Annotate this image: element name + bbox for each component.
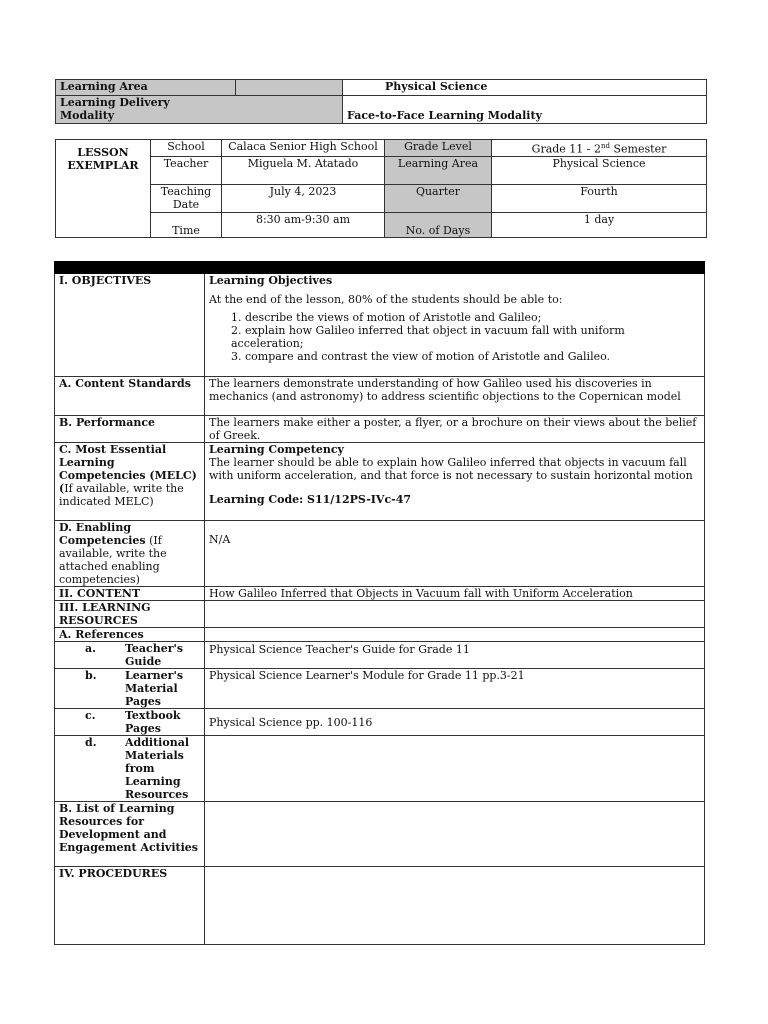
date-label-line2: Date — [172, 197, 200, 211]
objective-item: 2. explain how Galileo inferred that object in vacuum fall with uniform acceleration; — [231, 324, 625, 350]
grade-label: Grade Level — [385, 140, 492, 157]
references-empty — [205, 628, 705, 642]
objective-item: 1. describe the views of motion of Aristotle and Galileo; — [231, 311, 542, 324]
ref-teachers-guide-value: Physical Science Teacher's Guide for Grade 11 — [205, 642, 705, 669]
objectives-cell — [205, 274, 705, 377]
lesson-plan-table — [54, 261, 705, 945]
days-label: No. of Days — [385, 212, 492, 237]
date-value: July 4, 2023 — [222, 184, 385, 212]
melc-title: Learning Competency — [209, 443, 344, 456]
ref-letter: b. — [85, 669, 97, 682]
ref-learners-material-value: Physical Science Learner's Module for Grade 11 pp.3-21 — [205, 669, 705, 709]
enabling-label-bold: D. Enabling Competencies — [59, 521, 146, 547]
grade-value: Grade 11 - 2nd Semester — [492, 140, 707, 157]
time-value: 8:30 am-9:30 am — [222, 212, 385, 237]
days-value: 1 day — [492, 212, 707, 237]
ref-learners-material-label — [55, 669, 205, 709]
references-label: A. References — [55, 628, 205, 642]
content-label: II. CONTENT — [55, 587, 205, 601]
exemplar-table — [55, 139, 707, 238]
time-label: Time — [151, 212, 222, 237]
plan-header-bar — [55, 262, 705, 274]
melc-code-label: Learning Code — [209, 493, 300, 506]
area-label: Learning Area — [385, 156, 492, 184]
school-value: Calaca Senior High School — [222, 140, 385, 157]
melc-code-value: : S11/12PS-IVc-47 — [299, 493, 412, 506]
lesson-exemplar-title — [56, 140, 151, 238]
ref-additional-value — [205, 736, 705, 802]
area-value: Physical Science — [492, 156, 707, 184]
objectives-intro: At the end of the lesson, 80% of the students should be able to: — [209, 293, 563, 306]
ref-textbook-label — [55, 709, 205, 736]
ref-label: Textbook Pages — [125, 709, 181, 735]
ref-teachers-guide-label — [55, 642, 205, 669]
date-label — [151, 184, 222, 212]
melc-cell — [205, 443, 705, 521]
delivery-label-line2: Modality — [60, 109, 115, 122]
date-label-line1: Teaching — [160, 184, 212, 198]
ref-label: Learner's Material Pages — [125, 669, 184, 708]
teacher-label: Teacher — [151, 156, 222, 184]
objectives-label: I. OBJECTIVES — [55, 274, 205, 377]
ref-letter: a. — [85, 642, 96, 655]
melc-label-bold: C. Most Essential Learning Competencies (MELC) ( — [59, 443, 197, 495]
list-resources-label: B. List of Learning Resources for Development and Engagement Activities — [55, 802, 205, 867]
ref-textbook-value: Physical Science pp. 100-116 — [205, 709, 705, 736]
ref-letter: c. — [85, 709, 96, 722]
objectives-list — [209, 311, 700, 363]
objectives-title: Learning Objectives — [209, 274, 333, 287]
delivery-label-line1: Learning Delivery — [60, 96, 170, 109]
ref-label: Additional Materials from Learning Resources — [125, 736, 189, 801]
objective-item: 3. compare and contrast the view of motion of Aristotle and Galileo. — [231, 350, 611, 363]
melc-text: The learner should be able to explain how Galileo inferred that objects in vacuum fall with uniform acceleration, and that force is not necessary to sustain horizontal motion — [209, 456, 693, 482]
melc-label-rest: If available, write the indicated MELC) — [59, 482, 184, 508]
ref-label: Teacher's Guide — [125, 642, 184, 668]
exemplar-title-line2: EXEMPLAR — [67, 159, 139, 172]
teacher-value: Miguela M. Atatado — [222, 156, 385, 184]
learning-area-value: Physical Science — [343, 80, 707, 96]
ref-additional-label — [55, 736, 205, 802]
school-label: School — [151, 140, 222, 157]
performance-text: The learners make either a poster, a flyer, or a brochure on their views about the belief of Greek. — [205, 416, 705, 443]
header-table — [55, 79, 707, 124]
header-spacer — [236, 80, 343, 96]
enabling-label-rest: (If available, write the attached enabling competencies) — [59, 534, 167, 586]
content-standards-text: The learners demonstrate understanding of how Galileo used his discoveries in mechanics (and astronomy) to address scientific objections to the Copernican model — [205, 377, 705, 416]
quarter-label: Quarter — [385, 184, 492, 212]
resources-label: III. LEARNING RESOURCES — [55, 601, 205, 628]
melc-code — [209, 493, 700, 506]
learning-area-label: Learning Area — [56, 80, 236, 96]
delivery-value: Face-to-Face Learning Modality — [343, 96, 707, 124]
ref-letter: d. — [85, 736, 97, 749]
delivery-label — [56, 96, 343, 124]
resources-empty — [205, 601, 705, 628]
content-standards-label: A. Content Standards — [55, 377, 205, 416]
procedures-label: IV. PROCEDURES — [55, 867, 205, 945]
melc-label — [55, 443, 205, 521]
enabling-label — [55, 521, 205, 587]
performance-label: B. Performance — [55, 416, 205, 443]
procedures-empty — [205, 867, 705, 945]
list-resources-empty — [205, 802, 705, 867]
quarter-value: Fourth — [492, 184, 707, 212]
content-text: How Galileo Inferred that Objects in Vacuum fall with Uniform Acceleration — [205, 587, 705, 601]
enabling-text: N/A — [205, 521, 705, 587]
exemplar-title-line1: LESSON — [77, 146, 129, 159]
